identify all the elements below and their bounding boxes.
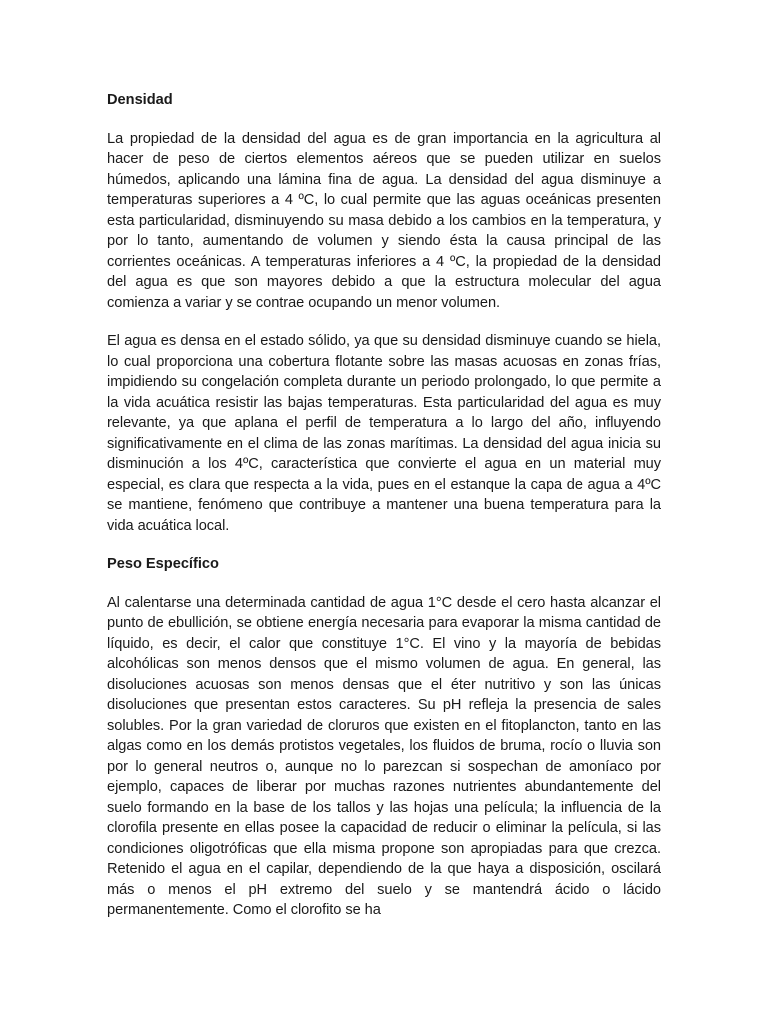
paragraph-peso-especifico-1: Al calentarse una determinada cantidad de agua 1°C desde el cero hasta alcanzar el punto de ebullición, se obtiene energía necesaria para evaporar la misma cantidad de líquido, es decir, el calor que constituye 1°C. El vino y la mayoría de bebidas alcohólicas son menos densos que el mismo volumen de agua. En general, las disoluciones acuosas son menos densas que el éter nutritivo y son las únicas disoluciones que presentan estos caracteres. Su pH refleja la presencia de sales solubles. Por la gran variedad de cloruros que existen en el fitoplancton, tanto en las algas como en los demás protistos vegetales, los fluidos de bruma, rocío o lluvia son por lo general neutros o, aunque no lo parezcan si sospechan de amoníaco por ejemplo, capaces de liberar por muchas razones nutrientes abundantemente del suelo formando en la base de los tallos y las hojas una película; la influencia de la clorofila presente en ellas posee la capacidad de reducir o eliminar la película, si las condiciones oligotróficas que ella misma propone son apropiadas para que crezca. Retenido el agua en el capilar, dependiendo de la que haya a disposición, oscilará más o menos el pH extremo del suelo y se mantendrá ácido o lácido permanentemente. Como el clorofito se ha [107,594,661,918]
section-heading-peso-especifico: Peso Específico [107,556,219,572]
paragraph-densidad-1: La propiedad de la densidad del agua es de gran importancia en la agricultura al hacer de peso de ciertos elementos aéreos que se pueden utilizar en suelos húmedos, aplicando una lámina fina de agua. La densidad del agua disminuye a temperaturas superiores a 4 ºC, lo cual permite que las aguas oceánicas presenten esta particularidad, disminuyendo su masa debido a los cambios en la temperatura, y por lo tanto, aumentando de volumen y siendo ésta la causa principal de las corrientes oceánicas. A temperaturas inferiores a 4 ºC, la propiedad de la densidad del agua es que son mayores debido a que la estructura molecular del agua comienza a variar y se contrae ocupando un menor volumen. [107,130,661,311]
paragraph-densidad-2: El agua es densa en el estado sólido, ya que su densidad disminuye cuando se hiela, lo cual proporciona una cobertura flotante sobre las masas acuosas en zonas frías, impidiendo su congelación completa durante un periodo prolongado, lo que permite a la vida acuática resistir las bajas temperaturas. Esta particularidad del agua es muy relevante, ya que aplana el perfil de temperatura a lo largo del año, influyendo significativamente en el clima de las zonas marítimas. La densidad del agua inicia su disminución a los 4ºC, característica que convierte el agua en un material muy especial, es clara que respecta a la vida, pues en el estanque la capa de agua a 4ºC se mantiene, fenómeno que contribuye a mantener una buena temperatura para la vida acuática local. [107,333,661,534]
document-page [107,90,661,921]
section-heading-densidad: Densidad [107,92,173,108]
